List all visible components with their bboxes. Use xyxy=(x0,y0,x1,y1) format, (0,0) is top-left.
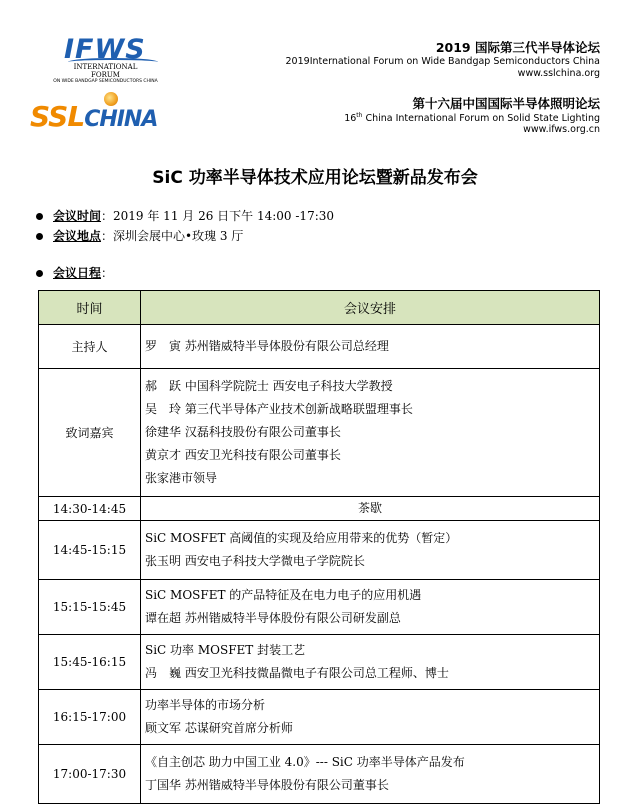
table-row xyxy=(39,635,600,690)
agenda-header-row xyxy=(39,291,600,325)
agenda-line: 张家港市领导 xyxy=(145,471,218,485)
bullet-icon xyxy=(36,213,43,220)
agenda-content-cell xyxy=(141,745,600,804)
forum2-url[interactable]: www.ifws.org.cn xyxy=(523,124,600,135)
forum2-english: 16th China International Forum on Solid State Lighting xyxy=(344,112,600,125)
forum1-url[interactable]: www.sslchina.org xyxy=(517,68,600,79)
ifws-logo-line3: ON WIDE BANDGAP SEMICONDUCTORS CHINA xyxy=(53,79,158,84)
agenda-line: 吴 玲 第三代半导体产业技术创新战略联盟理事长 xyxy=(145,402,413,416)
bullet-icon xyxy=(36,233,43,240)
agenda-line: 茶歇 xyxy=(357,501,382,515)
agenda-line: 张玉明 西安电子科技大学微电子学院院长 xyxy=(145,554,365,568)
table-row xyxy=(39,745,600,804)
agenda-content-cell xyxy=(141,690,600,745)
agenda-content-cell xyxy=(141,369,600,497)
agenda-content-cell xyxy=(141,497,600,521)
table-row xyxy=(39,690,600,745)
forum1-title: 2019 国际第三代半导体论坛 xyxy=(435,40,600,55)
agenda-line: SiC MOSFET 高阈值的实现及给应用带来的优势（暂定） xyxy=(145,531,458,545)
ifws-logo-mark: IFWS xyxy=(64,34,146,65)
agenda-time-cell: 14:45-15:15 xyxy=(39,521,141,580)
page-title: SiC 功率半导体技术应用论坛暨新品发布会 xyxy=(152,168,478,188)
agenda-time-cell: 15:45-16:15 xyxy=(39,635,141,690)
ssl-mark: SSL xyxy=(30,100,85,133)
agenda-time-cell: 主持人 xyxy=(39,325,141,369)
header-time: 时间 xyxy=(39,291,141,325)
agenda-line: 丁国华 苏州锴威特半导体股份有限公司董事长 xyxy=(145,778,389,792)
agenda-line: 徐建华 汉磊科技股份有限公司董事长 xyxy=(145,425,341,439)
agenda-time-cell: 14:30-14:45 xyxy=(39,497,141,521)
table-row xyxy=(39,497,600,521)
agenda-line: 谭在超 苏州锴威特半导体股份有限公司研发副总 xyxy=(145,611,401,625)
agenda-time-cell: 17:00-17:30 xyxy=(39,745,141,804)
header-arrangement: 会议安排 xyxy=(141,291,600,325)
agenda-line: SiC 功率 MOSFET 封装工艺 xyxy=(145,643,306,657)
agenda-content-cell xyxy=(141,635,600,690)
ifws-logo-line2: FORUM xyxy=(91,71,120,79)
agenda-line: 罗 寅 苏州锴威特半导体股份有限公司总经理 xyxy=(145,339,389,353)
agenda-time-cell: 15:15-15:45 xyxy=(39,580,141,635)
agenda-content-cell xyxy=(141,325,600,369)
table-row xyxy=(39,369,600,497)
meeting-agenda-label: 会议日程： xyxy=(36,264,113,281)
forum2-title: 第十六届中国国际半导体照明论坛 xyxy=(412,96,600,111)
agenda-line: 黄京才 西安卫光科技有限公司董事长 xyxy=(145,448,341,462)
agenda-time-cell: 致词嘉宾 xyxy=(39,369,141,497)
agenda-line: 《自主创芯 助力中国工业 4.0》--- SiC 功率半导体产品发布 xyxy=(145,755,465,769)
meeting-time: 会议时间：2019 年 11 月 26 日下午 14:00 -17:30 xyxy=(36,207,334,224)
meeting-place: 会议地点：深圳会展中心•玫瑰 3 厅 xyxy=(36,227,243,244)
table-row xyxy=(39,325,600,369)
ifws-logo-line1: INTERNATIONAL xyxy=(73,63,138,71)
agenda-line: 郝 跃 中国科学院院士 西安电子科技大学教授 xyxy=(145,379,393,393)
ifws-logo xyxy=(38,36,168,96)
bullet-icon xyxy=(36,270,43,277)
agenda-content-cell xyxy=(141,521,600,580)
agenda-content-cell xyxy=(141,580,600,635)
agenda-line: 冯 巍 西安卫光科技微晶微电子有限公司总工程师、博士 xyxy=(145,666,449,680)
agenda-table xyxy=(38,290,600,804)
china-mark: CHINA xyxy=(84,107,158,132)
sslchina-logo xyxy=(30,92,190,132)
forum1-english: 2019International Forum on Wide Bandgap Semiconductors China xyxy=(285,56,600,67)
agenda-line: SiC MOSFET 的产品特征及在电力电子的应用机遇 xyxy=(145,588,422,602)
agenda-time-cell: 16:15-17:00 xyxy=(39,690,141,745)
table-row xyxy=(39,580,600,635)
table-row xyxy=(39,521,600,580)
agenda-line: 功率半导体的市场分析 xyxy=(145,698,266,712)
agenda-line: 顾文军 芯谋研究首席分析师 xyxy=(145,721,293,735)
